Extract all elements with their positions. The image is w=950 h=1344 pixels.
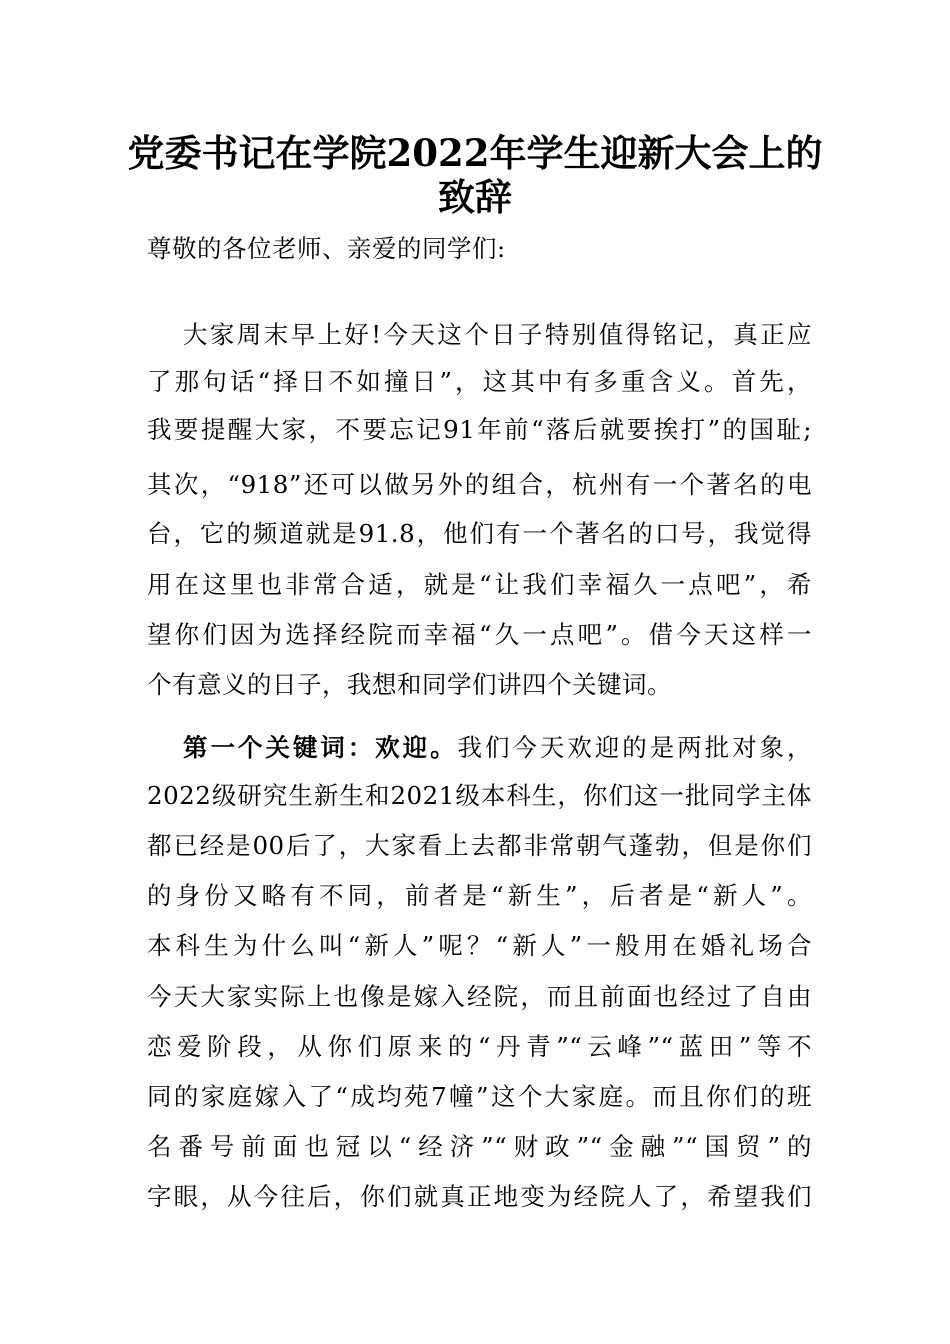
document-title-line-1: 党委书记在学院2022年学生迎新大会上的 [127,131,823,175]
paragraph-2-line: 本科生为什么叫“新人”呢？“新人”一般用在婚礼场合 [147,931,812,960]
salutation: 尊敬的各位老师、亲爱的同学们: [147,234,506,263]
paragraph-1-line: 我要提醒大家，不要忘记91年前“落后就要挨打”的国耻; [147,415,812,444]
paragraph-2-line: 同的家庭嫁入了“成均苑7幢”这个大家庭。而且你们的班 [147,1082,812,1111]
paragraph-2-first-line [183,728,812,768]
keyword-heading: 第一个关键词：欢迎。 [183,733,458,762]
paragraph-2-line: 名番号前面也冠以“经济”“财政”“金融”“国贸”的 [147,1132,812,1161]
paragraph-1-line: 大家周末早上好!今天这个日子特别值得铭记，真正应 [183,320,812,349]
paragraph-2-line: 恋爱阶段，从你们原来的“丹青”“云峰”“蓝田”等不 [147,1032,812,1061]
paragraph-1-line: 其次，“918”还可以做另外的组合，杭州有一个著名的电 [147,470,812,499]
paragraph-2-line: 2022级研究生新生和2021级本科生，你们这一批同学主体 [147,781,812,810]
paragraph-2-line: 今天大家实际上也像是嫁入经院，而且前面也经过了自由 [147,982,812,1011]
paragraph-1-line: 用在这里也非常合适，就是“让我们幸福久一点吧”，希 [147,570,812,599]
paragraph-1-line: 了那句话“择日不如撞日”，这其中有多重含义。首先， [147,367,812,396]
paragraph-2-line: 都已经是00后了，大家看上去都非常朝气蓬勃，但是你们 [147,831,812,860]
paragraph-1-line: 望你们因为选择经院而幸福“久一点吧”。借今天这样一 [147,620,812,649]
document-title-line-2: 致辞 [438,175,512,219]
paragraph-2-line: 字眼，从今往后，你们就真正地变为经院人了，希望我们 [147,1182,812,1211]
paragraph-2-line: 的身份又略有不同，前者是“新生”，后者是“新人”。 [147,881,812,910]
paragraph-1-line: 台，它的频道就是91.8，他们有一个著名的口号，我觉得 [147,519,812,548]
paragraph-1-line: 个有意义的日子，我想和同学们讲四个关键词。 [147,670,672,699]
paragraph-2-first-line-text: 我们今天欢迎的是两批对象， [457,733,813,762]
